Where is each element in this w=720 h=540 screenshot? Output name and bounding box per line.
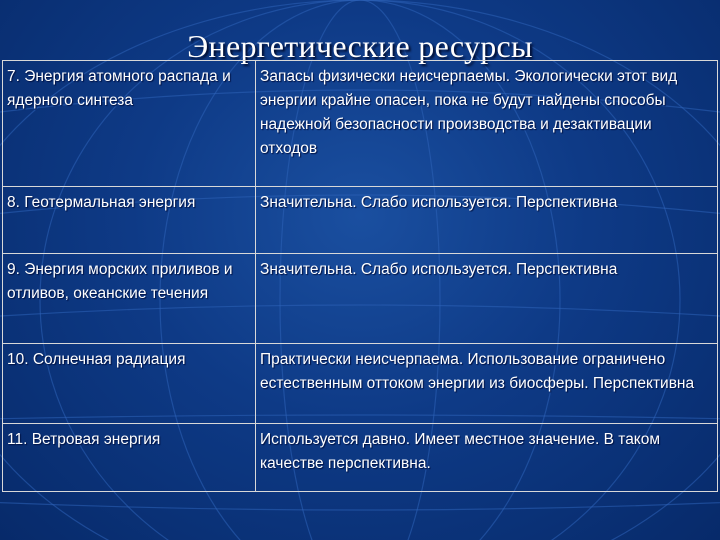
table-row (3, 424, 718, 492)
resource-description-cell: Запасы физически неисчерпаемы. Экологически этот вид энергии крайне опасен, пока не будут найдены способы надежной безопасности производства и дезактивации отходов (256, 61, 718, 187)
resource-description-cell: Значительна. Слабо используется. Перспективна (256, 187, 718, 254)
slide-title: Энергетические ресурсы (187, 28, 533, 64)
energy-resources-table (2, 60, 718, 492)
table-row (3, 187, 718, 254)
table-row (3, 254, 718, 344)
resource-description-cell: Практически неисчерпаема. Использование ограничено естественным оттоком энергии из биосферы. Перспективна (256, 344, 718, 424)
resource-name-cell: 11. Ветровая энергия (3, 424, 256, 492)
resource-name-cell: 10. Солнечная радиация (3, 344, 256, 424)
resource-name-cell: 8. Геотермальная энергия (3, 187, 256, 254)
resource-name-cell: 7. Энергия атомного распада и ядерного синтеза (3, 61, 256, 187)
resource-description-cell: Значительна. Слабо используется. Перспективна (256, 254, 718, 344)
resource-name-cell: 9. Энергия морских приливов и отливов, океанские течения (3, 254, 256, 344)
table-row (3, 61, 718, 187)
table-row (3, 344, 718, 424)
resource-description-cell: Используется давно. Имеет местное значение. В таком качестве перспективна. (256, 424, 718, 492)
